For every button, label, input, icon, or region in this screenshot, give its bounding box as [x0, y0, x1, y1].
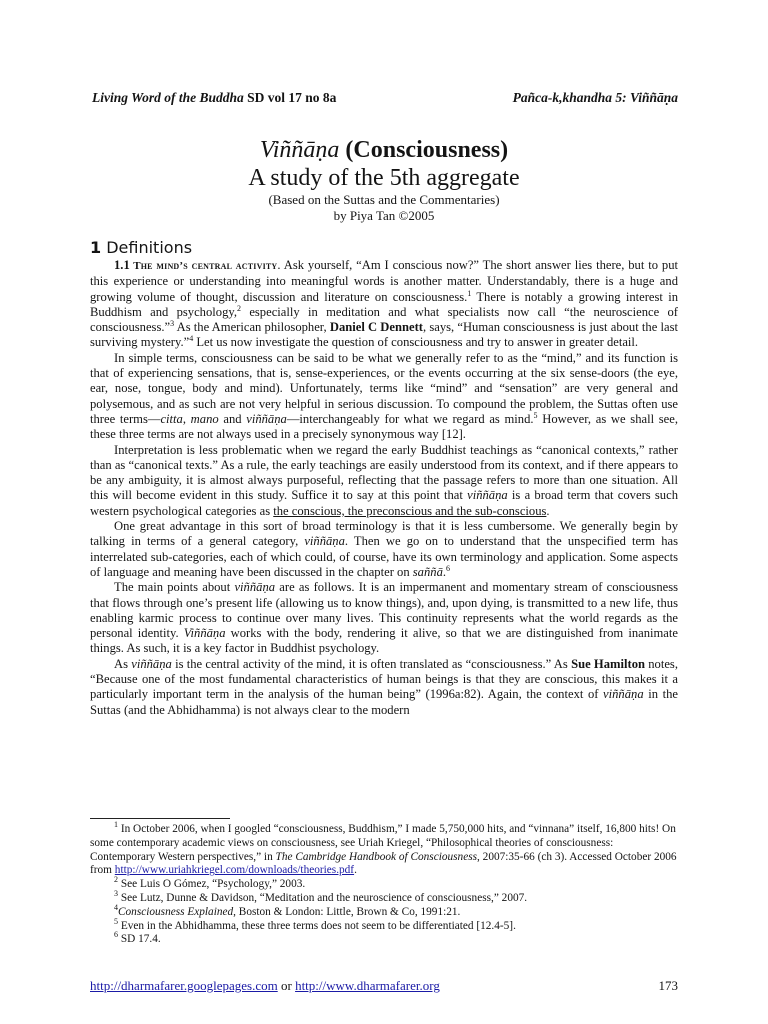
text-run: In simple terms, consciousness can be said to be what we generally refer to as the “mind,” and its function is that of experiencing sensations, that is, sense-experiences, or the events occurring at the six sense-doors (the eye, ear, nose, tongue, body and mind). Unfortunately, terms like “mind” and “sensation” are very general and polysemous, and as such are not very helpful in serious discussion. To compound the problem, the Suttas often use three terms— — [90, 350, 678, 426]
footnote-divider — [90, 818, 230, 819]
text-run: . — [354, 864, 357, 877]
footnote-ref[interactable]: 1 — [467, 288, 472, 298]
volume-label: SD vol 17 no 8a — [243, 90, 337, 105]
footer-or: or — [277, 978, 296, 993]
pali-term: viññāṇa — [603, 687, 644, 702]
footer-links — [90, 978, 440, 994]
footnote-2 — [90, 875, 678, 892]
paragraph-1-1 — [90, 258, 678, 351]
footnote-3 — [90, 889, 678, 906]
running-header-right: Pañca-k,khandha 5: Viññāṇa — [512, 90, 678, 105]
text-run: , — [182, 411, 191, 426]
footnote-number: 5 — [114, 916, 118, 926]
footnote-ref[interactable]: 6 — [446, 563, 451, 573]
footnote-number: 6 — [114, 930, 118, 940]
page-subtitle: A study of the 5th aggregate — [248, 165, 520, 191]
text-run: The main points about — [114, 580, 235, 595]
footnote-number: 1 — [114, 820, 118, 830]
text-run: . Then we go on to understand that the unspecified term has interrelated sub-categories, each of which could, of course, have its own terminology and application. Some aspects of language and meaning have been discussed in the chapter on — [90, 534, 678, 579]
title-block — [0, 136, 768, 224]
footnote-number: 4 — [114, 903, 118, 913]
paragraph-6 — [90, 657, 678, 718]
text-run: There is notably a growing interest in Buddhism and psychology, — [90, 289, 678, 319]
running-header-left — [92, 90, 336, 106]
pali-term: viññāṇa — [304, 534, 345, 549]
based-on-note: (Based on the Suttas and the Commentaries) — [268, 192, 500, 207]
text-run: As the American philosopher, — [174, 320, 330, 335]
text-run: . Ask yourself, “Am I conscious now?” The short answer lies there, but to put this experience or understanding into meaningful words is another matter. Understandably, there is a huge and growing volume of thought, discussion and literature on consciousness. — [90, 258, 678, 304]
text-run: Let us now investigate the question of consciousness and try to answer in greater detail. — [193, 335, 639, 350]
author-name: Sue Hamilton — [571, 656, 645, 671]
author-name: Daniel C Dennett — [329, 320, 423, 335]
pali-term: viññāṇa — [234, 580, 276, 595]
text-run: is the central activity of the mind, it is often translated as “consciousness.” As — [171, 656, 572, 671]
paragraph-heading: The mind’s central activity — [129, 260, 278, 272]
pali-term: mano — [190, 411, 219, 426]
pali-term: viññāṇa — [246, 411, 287, 426]
text-run: , Boston & London: Little, Brown & Co, 1991:21. — [233, 905, 461, 918]
section-label: Definitions — [101, 238, 193, 257]
paragraph-4 — [90, 519, 678, 580]
text-run: and — [218, 411, 247, 426]
footnote-ref[interactable]: 5 — [533, 410, 538, 420]
footnote-ref[interactable]: 3 — [170, 319, 175, 328]
page-footer — [90, 978, 678, 994]
paragraph-3 — [90, 443, 678, 519]
book-title: Consciousness Explained — [118, 905, 234, 918]
pali-term: citta — [160, 411, 183, 426]
page-number: 173 — [658, 978, 678, 993]
pali-term: viññāṇa — [467, 488, 508, 503]
footnote-ref[interactable]: 4 — [189, 334, 194, 344]
text-run: works with the body, rendering it alive, so that we are distinguished from inanimate things. As such, it is a key factor in Buddhist psychology. — [90, 626, 678, 656]
section-number: 1 — [90, 238, 102, 257]
footnote-number: 2 — [114, 875, 118, 885]
footnotes — [90, 820, 678, 947]
running-header — [92, 90, 678, 106]
text-run: in the Suttas (and the Abhidhamma) is not always clear to the modern — [90, 687, 678, 717]
text-run: One great advantage in this sort of broad terminology is that it is less cumbersome. We generally begin by talking in terms of a general category, — [90, 519, 678, 549]
footnote-1 — [90, 820, 678, 878]
title-pali-term: Viññāṇa — [259, 137, 340, 163]
text-run: . — [546, 503, 550, 518]
footnote-6 — [90, 930, 678, 947]
title-english: (Consciousness) — [339, 137, 509, 163]
text-run: Interpretation is less problematic when we regard the early Buddhist teachings as “canonical contexts,” rather than as “canonical texts.” As a rule, the early teachings are easily understood from its context, and if there appears to be any ambiguity, it is almost always purposeful, reflecting that the passage refers to more than one situation. All this will become evident in this study. Suffice it to say at this point that — [90, 442, 678, 503]
section-heading — [90, 238, 192, 257]
pali-term: viññāṇa — [131, 656, 172, 671]
page-title — [0, 136, 768, 164]
text-run: However, as we shall see, these three terms are not always used in a precisely synonymous way [12]. — [90, 411, 679, 442]
book-title: The Cambridge Handbook of Consciousness — [275, 850, 478, 863]
pali-term: Viññāṇa — [183, 626, 226, 641]
footnote-number: 3 — [114, 889, 118, 899]
text-run: See Luis O Gómez, “Psychology,” 2003. — [118, 878, 306, 891]
googlepages-link[interactable]: http://dharmafarer.googlepages.com — [90, 978, 278, 993]
text-run: , says, “Human consciousness is just about the last surviving mystery.” — [90, 320, 678, 350]
paragraph-2 — [90, 351, 678, 443]
kriegel-link[interactable]: http://www.uriahkriegel.com/downloads/theories.pdf — [114, 864, 355, 877]
pali-term: saññā — [412, 564, 443, 579]
footnote-5 — [90, 916, 678, 934]
text-run: Even in the Abhidhamma, these three terms does not seem to be differentiated [12.4-5]. — [118, 919, 516, 932]
text-run: is a broad term that covers such western psychological categories as — [90, 488, 678, 518]
author-line: by Piya Tan ©2005 — [333, 208, 435, 223]
body-text — [90, 258, 678, 718]
text-run: notes, “Because one of the most fundamental characteristics of human beings is that they are conscious, this makes it a particularly important term in the analysis of the human being” (1996a:82). Again, the context of — [90, 656, 678, 702]
text-run: are as follows. It is an impermanent and momentary stream of consciousness that flows through one’s present life (allowing us to know things), and, upon dying, is transmitted to a new life, thus enabling karmic process to continue over many lives. This continuity represents what the world regards as the personal identity. — [90, 580, 679, 641]
text-run: SD 17.4. — [118, 933, 161, 946]
text-run: As — [114, 656, 132, 671]
text-run: especially in meditation and what specialists now call “the neuroscience of consciousness.” — [90, 304, 678, 335]
text-run: . — [442, 564, 447, 579]
dharmafarer-link[interactable]: http://www.dharmafarer.org — [295, 978, 440, 993]
text-run: —interchangeably for what we regard as mind. — [286, 411, 534, 426]
text-run: In October 2006, when I googled “consciousness, Buddhism,” I made 5,750,000 hits, and “vinnana” itself, 16,800 hits! On some contemporary academic views on consciousness, see Uriah Kriegel, “Philosophical theories of consciousness: Contemporary Western perspectives,” in — [90, 823, 676, 863]
series-title: Living Word of the Buddha — [92, 90, 244, 105]
paragraph-number: 1.1 — [114, 258, 130, 272]
footnote-4 — [90, 903, 678, 920]
text-run: , 2007:35-66 (ch 3). Accessed October 2006 from — [90, 850, 677, 877]
text-run: See Lutz, Dunne & Davidson, “Meditation and the neuroscience of consciousness,” 2007. — [118, 891, 528, 904]
underlined-phrase: the conscious, the preconscious and the sub-conscious — [273, 503, 547, 518]
paragraph-5 — [90, 580, 678, 656]
footnote-ref[interactable]: 2 — [237, 303, 241, 313]
